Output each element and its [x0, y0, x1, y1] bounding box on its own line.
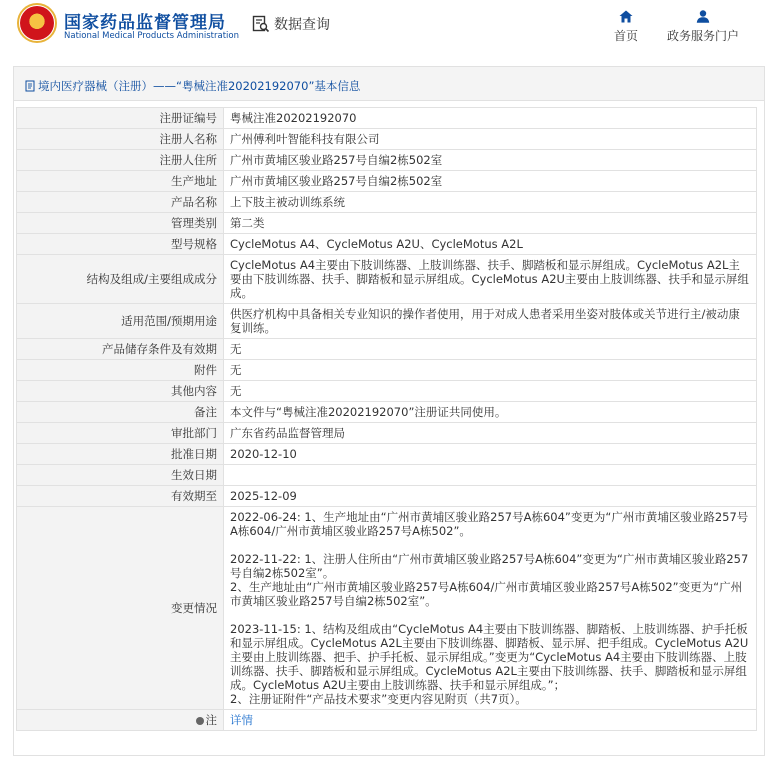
field-value: 本文件与“粤械注准20202192070”注册证共同使用。 [224, 402, 757, 423]
nav-portal-label: 政务服务门户 [666, 29, 739, 43]
field-label: 产品储存条件及有效期 [17, 339, 224, 360]
data-query-nav[interactable] [252, 14, 330, 34]
note-bullet-icon [196, 717, 204, 725]
field-label: 其他内容 [17, 381, 224, 402]
field-label: 注 [205, 713, 217, 727]
user-icon [696, 10, 710, 23]
table-row [17, 507, 757, 710]
table-row [17, 710, 757, 731]
home-icon [619, 10, 633, 23]
field-value: 2025-12-09 [224, 486, 757, 507]
field-label: 生产地址 [17, 171, 224, 192]
field-label: 批准日期 [17, 444, 224, 465]
field-value: 第二类 [224, 213, 757, 234]
table-row [17, 213, 757, 234]
table-row [17, 402, 757, 423]
detail-panel [13, 66, 765, 756]
table-row [17, 129, 757, 150]
field-value: 粤械注准20202192070 [224, 108, 757, 129]
field-value [224, 710, 757, 731]
site-header [0, 0, 767, 56]
field-label: 产品名称 [17, 192, 224, 213]
breadcrumb-text: 境内医疗器械（注册）——“粤械注准20202192070”基本信息 [38, 79, 361, 93]
brand-name-en[interactable]: National Medical Products Administration [64, 31, 239, 41]
field-value: CycleMotus A4主要由下肢训练器、上肢训练器、扶手、脚踏板和显示屏组成。CycleMotus A2L主要由下肢训练器、扶手、脚踏板和显示屏组成。CycleMotus A2U主要由上肢训练器、扶手和显示屏组成。 [224, 255, 757, 304]
breadcrumb [24, 78, 360, 94]
field-label: 附件 [17, 360, 224, 381]
field-label: 生效日期 [17, 465, 224, 486]
field-label: 变更情况 [17, 507, 224, 710]
nav-service-portal[interactable] [665, 10, 741, 44]
table-row [17, 423, 757, 444]
field-label: 结构及组成/主要组成成分 [17, 255, 224, 304]
brand-name-cn[interactable]: 国家药品监督管理局 [64, 13, 226, 33]
table-row [17, 339, 757, 360]
field-value: 广州傅利叶智能科技有限公司 [224, 129, 757, 150]
table-row [17, 108, 757, 129]
field-value: CycleMotus A4、CycleMotus A2U、CycleMotus A2L [224, 234, 757, 255]
table-row [17, 234, 757, 255]
field-label: 管理类别 [17, 213, 224, 234]
table-row [17, 192, 757, 213]
field-value: 无 [224, 381, 757, 402]
data-query-label: 数据查询 [274, 17, 330, 33]
field-label: 注册证编号 [17, 108, 224, 129]
details-link[interactable]: 详情 [230, 713, 253, 727]
table-row [17, 465, 757, 486]
field-label: 备注 [17, 402, 224, 423]
table-row [17, 150, 757, 171]
table-row [17, 171, 757, 192]
field-label: 注册人名称 [17, 129, 224, 150]
table-row [17, 444, 757, 465]
data-search-icon [252, 15, 270, 33]
document-icon [24, 80, 36, 92]
change-history [224, 507, 757, 710]
field-value [224, 465, 757, 486]
change-entry: 2023-11-15: 1、结构及组成由“CycleMotus A4主要由下肢训练器、脚踏板、上肢训练器、护手托板和显示屏组成。CycleMotus A2L主要由下肢训练器、脚踏板、显示屏、把手组成。CycleMotus A2U主要由上肢训练器、把手、护手托板、显示屏组成。”变更为“CycleMotus A4主要由下肢训练器、上肢训练器、扶手、脚踏板和显示屏组成。CycleMotus A2L主要由下肢训练器、扶手、脚踏板和显示屏组成。CycleMotus A2U主要由上肢训练器、扶手和显示屏组成。”； 2、注册证附件“产品技术要求”变更内容见附页（共7页）。 [230, 622, 749, 706]
field-label: 有效期至 [17, 486, 224, 507]
field-value: 上下肢主被动训练系统 [224, 192, 757, 213]
field-label: 审批部门 [17, 423, 224, 444]
table-row [17, 486, 757, 507]
field-value: 广州市黄埔区骏业路257号自编2栋502室 [224, 150, 757, 171]
field-label: 注册人住所 [17, 150, 224, 171]
field-value: 广东省药品监督管理局 [224, 423, 757, 444]
field-value: 2020-12-10 [224, 444, 757, 465]
registration-info-table [16, 107, 757, 731]
field-value: 供医疗机构中具备相关专业知识的操作者使用，用于对成人患者采用坐姿对肢体或关节进行主/被动康复训练。 [224, 304, 757, 339]
note-label-cell [17, 710, 224, 731]
national-emblem-icon[interactable] [20, 6, 54, 40]
change-entry: 2022-11-22: 1、注册人住所由“广州市黄埔区骏业路257号A栋604”变更为“广州市黄埔区骏业路257号自编2栋502室”。 2、生产地址由“广州市黄埔区骏业路257号A栋604/广州市黄埔区骏业路257号A栋502”变更为“广州市黄埔区骏业路257号自编2栋502室”。 [230, 552, 749, 608]
field-label: 型号规格 [17, 234, 224, 255]
change-entry: 2022-06-24: 1、生产地址由“广州市黄埔区骏业路257号A栋604”变更为“广州市黄埔区骏业路257号A栋604/广州市黄埔区骏业路257号A栋502”。 [230, 510, 749, 538]
table-row [17, 360, 757, 381]
nav-home-label: 首页 [613, 29, 638, 43]
table-row [17, 255, 757, 304]
field-value: 无 [224, 360, 757, 381]
table-row [17, 304, 757, 339]
nav-home[interactable] [612, 10, 640, 44]
field-value: 广州市黄埔区骏业路257号自编2栋502室 [224, 171, 757, 192]
table-row [17, 381, 757, 402]
panel-header [14, 67, 764, 101]
field-value: 无 [224, 339, 757, 360]
field-label: 适用范围/预期用途 [17, 304, 224, 339]
